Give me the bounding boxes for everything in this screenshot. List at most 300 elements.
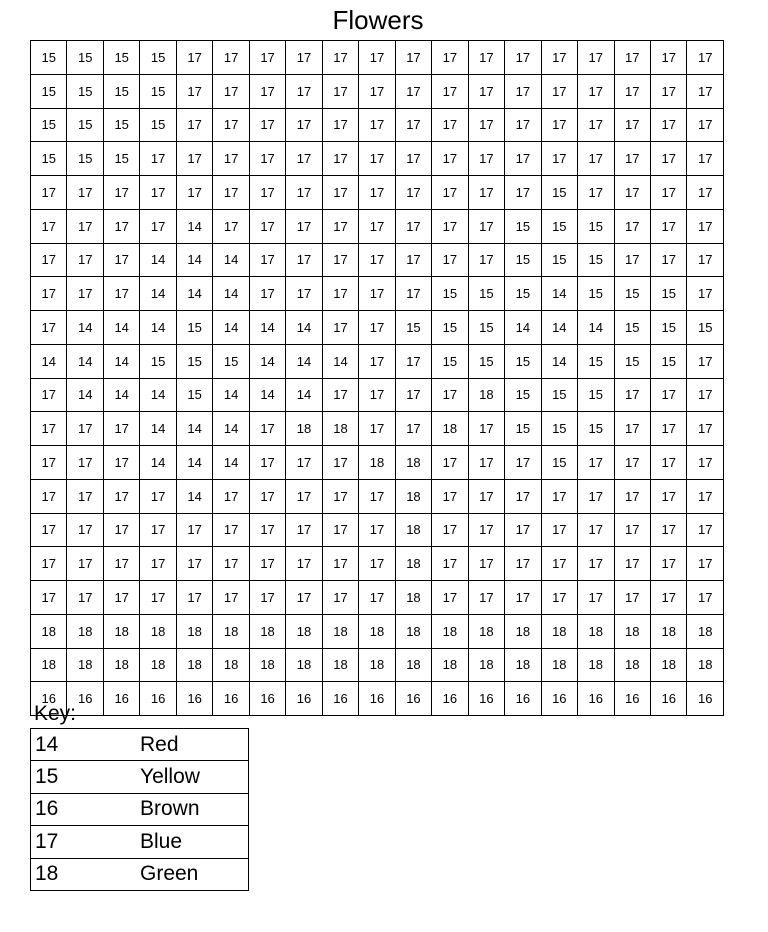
grid-cell: 17 <box>286 108 322 142</box>
grid-cell: 17 <box>468 108 504 142</box>
grid-cell: 17 <box>249 142 285 176</box>
grid-cell: 17 <box>67 412 103 446</box>
grid-cell: 17 <box>286 209 322 243</box>
grid-cell: 15 <box>578 209 614 243</box>
grid-cell: 18 <box>67 648 103 682</box>
grid-cell: 14 <box>249 378 285 412</box>
grid-cell: 17 <box>103 277 139 311</box>
grid-cell: 16 <box>614 682 650 716</box>
grid-cell: 17 <box>176 41 212 75</box>
grid-cell: 17 <box>614 446 650 480</box>
grid-cell: 17 <box>31 209 67 243</box>
grid-cell: 18 <box>505 648 541 682</box>
grid-cell: 17 <box>614 243 650 277</box>
grid-cell: 17 <box>687 176 724 210</box>
grid-cell: 14 <box>213 311 249 345</box>
grid-cell: 18 <box>140 614 176 648</box>
grid-cell: 17 <box>541 479 577 513</box>
grid-cell: 17 <box>140 547 176 581</box>
grid-cell: 16 <box>432 682 468 716</box>
grid-cell: 14 <box>249 344 285 378</box>
grid-cell: 17 <box>687 41 724 75</box>
page-title: Flowers <box>332 5 424 35</box>
grid-cell: 17 <box>67 581 103 615</box>
grid-cell: 17 <box>650 412 686 446</box>
grid-cell: 15 <box>103 74 139 108</box>
grid-cell: 18 <box>359 446 395 480</box>
grid-cell: 17 <box>286 176 322 210</box>
grid-cell: 18 <box>286 648 322 682</box>
grid-cell: 17 <box>578 547 614 581</box>
key-color-name: Brown <box>140 793 249 825</box>
grid-cell: 17 <box>176 581 212 615</box>
grid-cell: 14 <box>176 446 212 480</box>
grid-cell: 17 <box>687 547 724 581</box>
grid-cell: 14 <box>140 277 176 311</box>
grid-cell: 16 <box>359 682 395 716</box>
grid-cell: 17 <box>213 176 249 210</box>
grid-cell: 17 <box>687 412 724 446</box>
grid-cell: 15 <box>578 378 614 412</box>
grid-cell: 15 <box>468 277 504 311</box>
grid-cell: 17 <box>505 513 541 547</box>
grid-row <box>31 41 724 75</box>
grid-cell: 18 <box>687 648 724 682</box>
key-number: 14 <box>31 729 141 761</box>
grid-cell: 18 <box>541 614 577 648</box>
grid-cell: 17 <box>468 412 504 446</box>
grid-cell: 14 <box>176 412 212 446</box>
grid-cell: 17 <box>614 581 650 615</box>
grid-cell: 14 <box>213 412 249 446</box>
grid-cell: 17 <box>541 547 577 581</box>
grid-cell: 16 <box>286 682 322 716</box>
grid-cell: 15 <box>31 41 67 75</box>
grid-cell: 18 <box>468 648 504 682</box>
grid-cell: 17 <box>578 581 614 615</box>
grid-cell: 14 <box>176 277 212 311</box>
grid-cell: 17 <box>249 74 285 108</box>
grid-cell: 14 <box>103 378 139 412</box>
grid-row <box>31 142 724 176</box>
grid-cell: 14 <box>286 344 322 378</box>
grid-cell: 16 <box>505 682 541 716</box>
grid-cell: 17 <box>67 277 103 311</box>
grid-cell: 14 <box>140 378 176 412</box>
grid-cell: 17 <box>432 479 468 513</box>
grid-cell: 17 <box>249 176 285 210</box>
grid-cell: 18 <box>249 648 285 682</box>
grid-cell: 15 <box>31 142 67 176</box>
grid-cell: 17 <box>322 581 358 615</box>
grid-cell: 17 <box>650 142 686 176</box>
grid-cell: 17 <box>213 41 249 75</box>
grid-cell: 16 <box>67 682 103 716</box>
grid-cell: 17 <box>395 74 431 108</box>
grid-cell: 17 <box>614 412 650 446</box>
grid-cell: 17 <box>432 209 468 243</box>
grid-cell: 17 <box>322 311 358 345</box>
grid-cell: 15 <box>541 209 577 243</box>
grid-cell: 15 <box>505 243 541 277</box>
grid-cell: 17 <box>650 547 686 581</box>
grid-cell: 17 <box>249 209 285 243</box>
grid-cell: 15 <box>614 311 650 345</box>
grid-cell: 17 <box>322 446 358 480</box>
grid-cell: 15 <box>67 74 103 108</box>
grid-cell: 16 <box>541 682 577 716</box>
grid-cell: 17 <box>505 446 541 480</box>
grid-cell: 18 <box>468 378 504 412</box>
grid-cell: 17 <box>322 142 358 176</box>
grid-cell: 18 <box>213 648 249 682</box>
grid-cell: 17 <box>614 209 650 243</box>
grid-cell: 17 <box>650 378 686 412</box>
grid-cell: 17 <box>213 74 249 108</box>
key-number: 15 <box>31 761 141 793</box>
grid-cell: 18 <box>505 614 541 648</box>
grid-row <box>31 277 724 311</box>
grid-cell: 17 <box>578 74 614 108</box>
grid-cell: 17 <box>359 344 395 378</box>
grid-cell: 16 <box>687 682 724 716</box>
grid-cell: 17 <box>468 142 504 176</box>
grid-cell: 17 <box>359 41 395 75</box>
grid-cell: 17 <box>468 581 504 615</box>
grid-cell: 14 <box>176 209 212 243</box>
key-color-name: Green <box>140 858 249 890</box>
grid-cell: 17 <box>359 513 395 547</box>
grid-cell: 15 <box>578 344 614 378</box>
grid-cell: 17 <box>359 142 395 176</box>
grid-cell: 17 <box>103 479 139 513</box>
grid-cell: 17 <box>140 513 176 547</box>
grid-cell: 18 <box>650 614 686 648</box>
grid-cell: 15 <box>103 108 139 142</box>
grid-cell: 14 <box>505 311 541 345</box>
grid-cell: 18 <box>395 648 431 682</box>
grid-cell: 14 <box>286 378 322 412</box>
grid-cell: 17 <box>468 41 504 75</box>
grid-cell: 18 <box>395 581 431 615</box>
grid-cell: 17 <box>176 176 212 210</box>
grid-cell: 17 <box>395 378 431 412</box>
grid-cell: 17 <box>650 176 686 210</box>
grid-cell: 17 <box>322 479 358 513</box>
grid-cell: 17 <box>359 378 395 412</box>
grid-cell: 18 <box>432 412 468 446</box>
grid-cell: 15 <box>541 378 577 412</box>
grid-cell: 14 <box>140 412 176 446</box>
grid-cell: 15 <box>432 277 468 311</box>
grid-cell: 17 <box>650 41 686 75</box>
grid-cell: 18 <box>31 614 67 648</box>
grid-cell: 15 <box>505 209 541 243</box>
grid-cell: 17 <box>213 142 249 176</box>
grid-cell: 15 <box>395 311 431 345</box>
grid-cell: 14 <box>213 277 249 311</box>
grid-cell: 17 <box>67 209 103 243</box>
grid-cell: 18 <box>140 648 176 682</box>
grid-cell: 18 <box>286 614 322 648</box>
grid-cell: 15 <box>541 412 577 446</box>
grid-cell: 17 <box>432 446 468 480</box>
grid-cell: 17 <box>213 108 249 142</box>
grid-cell: 17 <box>67 243 103 277</box>
grid-cell: 14 <box>176 479 212 513</box>
grid-cell: 14 <box>541 311 577 345</box>
grid-cell: 17 <box>578 176 614 210</box>
grid-cell: 17 <box>359 209 395 243</box>
grid-cell: 16 <box>322 682 358 716</box>
grid-cell: 17 <box>505 176 541 210</box>
grid-cell: 17 <box>468 74 504 108</box>
grid-row <box>31 344 724 378</box>
grid-cell: 15 <box>67 41 103 75</box>
grid-cell: 17 <box>505 581 541 615</box>
grid-cell: 17 <box>103 547 139 581</box>
grid-cell: 17 <box>468 243 504 277</box>
grid-cell: 15 <box>614 277 650 311</box>
grid-cell: 17 <box>359 108 395 142</box>
grid-cell: 17 <box>249 108 285 142</box>
grid-cell: 17 <box>687 581 724 615</box>
grid-cell: 17 <box>322 277 358 311</box>
grid-cell: 17 <box>249 243 285 277</box>
grid-cell: 17 <box>650 446 686 480</box>
grid-cell: 17 <box>505 41 541 75</box>
key-row <box>31 761 249 793</box>
grid-cell: 15 <box>176 311 212 345</box>
grid-cell: 17 <box>468 547 504 581</box>
grid-cell: 17 <box>31 176 67 210</box>
grid-cell: 18 <box>614 648 650 682</box>
key-color-name: Blue <box>140 826 249 858</box>
grid-cell: 14 <box>176 243 212 277</box>
grid-cell: 15 <box>505 378 541 412</box>
grid-cell: 14 <box>578 311 614 345</box>
grid-cell: 17 <box>614 547 650 581</box>
grid-cell: 17 <box>432 41 468 75</box>
grid-cell: 17 <box>687 243 724 277</box>
grid-cell: 18 <box>359 614 395 648</box>
grid-cell: 17 <box>176 108 212 142</box>
grid-cell: 17 <box>67 446 103 480</box>
grid-cell: 17 <box>687 209 724 243</box>
grid-cell: 15 <box>31 74 67 108</box>
grid-cell: 18 <box>432 614 468 648</box>
grid-cell: 15 <box>541 243 577 277</box>
grid-cell: 17 <box>687 277 724 311</box>
grid-cell: 15 <box>578 277 614 311</box>
grid-cell: 18 <box>614 614 650 648</box>
grid-cell: 18 <box>650 648 686 682</box>
grid-cell: 15 <box>140 344 176 378</box>
grid-cell: 15 <box>432 311 468 345</box>
grid-cell: 17 <box>286 479 322 513</box>
grid-cell: 17 <box>67 513 103 547</box>
grid-cell: 15 <box>103 142 139 176</box>
grid-cell: 17 <box>541 513 577 547</box>
grid-cell: 16 <box>176 682 212 716</box>
grid-row <box>31 378 724 412</box>
grid-cell: 17 <box>322 108 358 142</box>
grid-cell: 18 <box>468 614 504 648</box>
grid-cell: 14 <box>31 344 67 378</box>
grid-cell: 17 <box>541 142 577 176</box>
grid-cell: 17 <box>650 243 686 277</box>
grid-cell: 17 <box>31 243 67 277</box>
grid-cell: 15 <box>650 344 686 378</box>
grid-cell: 17 <box>650 108 686 142</box>
key-row <box>31 793 249 825</box>
grid-cell: 17 <box>322 176 358 210</box>
grid-cell: 17 <box>614 378 650 412</box>
grid-cell: 17 <box>322 513 358 547</box>
grid-cell: 15 <box>468 344 504 378</box>
grid-cell: 17 <box>322 209 358 243</box>
grid-cell: 17 <box>578 41 614 75</box>
grid-cell: 14 <box>140 446 176 480</box>
grid-cell: 17 <box>432 513 468 547</box>
grid-cell: 17 <box>103 243 139 277</box>
grid-cell: 17 <box>614 41 650 75</box>
grid-cell: 17 <box>213 547 249 581</box>
grid-cell: 17 <box>103 209 139 243</box>
grid-row <box>31 412 724 446</box>
grid-cell: 17 <box>31 513 67 547</box>
grid-cell: 17 <box>359 74 395 108</box>
grid-row <box>31 581 724 615</box>
grid-cell: 17 <box>103 581 139 615</box>
grid-cell: 17 <box>687 378 724 412</box>
grid-cell: 17 <box>322 41 358 75</box>
grid-cell: 17 <box>359 547 395 581</box>
grid-cell: 15 <box>505 412 541 446</box>
grid-cell: 17 <box>67 176 103 210</box>
grid-cell: 17 <box>249 581 285 615</box>
grid-cell: 17 <box>614 142 650 176</box>
grid-cell: 17 <box>614 74 650 108</box>
grid-cell: 17 <box>505 547 541 581</box>
grid-cell: 15 <box>578 243 614 277</box>
grid-cell: 17 <box>578 108 614 142</box>
grid-cell: 17 <box>31 311 67 345</box>
grid-cell: 17 <box>286 41 322 75</box>
grid-cell: 17 <box>140 209 176 243</box>
grid-cell: 17 <box>322 378 358 412</box>
grid-cell: 17 <box>432 176 468 210</box>
grid-cell: 17 <box>31 479 67 513</box>
color-by-number-grid <box>30 40 724 716</box>
grid-row <box>31 243 724 277</box>
grid-row <box>31 311 724 345</box>
grid-cell: 17 <box>249 446 285 480</box>
grid-cell: 15 <box>505 277 541 311</box>
grid-cell: 17 <box>359 243 395 277</box>
grid-cell: 14 <box>213 446 249 480</box>
grid-cell: 18 <box>213 614 249 648</box>
grid-cell: 16 <box>578 682 614 716</box>
grid-cell: 17 <box>395 412 431 446</box>
grid-cell: 17 <box>176 74 212 108</box>
grid-row <box>31 547 724 581</box>
grid-cell: 17 <box>505 108 541 142</box>
grid-cell: 17 <box>541 581 577 615</box>
grid-cell: 17 <box>359 412 395 446</box>
grid-cell: 17 <box>67 547 103 581</box>
grid-cell: 14 <box>103 344 139 378</box>
grid-cell: 15 <box>140 108 176 142</box>
grid-row <box>31 108 724 142</box>
grid-cell: 17 <box>505 142 541 176</box>
grid-cell: 18 <box>395 547 431 581</box>
grid-cell: 17 <box>213 209 249 243</box>
grid-cell: 17 <box>650 479 686 513</box>
grid-cell: 18 <box>687 614 724 648</box>
grid-cell: 17 <box>650 513 686 547</box>
grid-cell: 17 <box>578 142 614 176</box>
grid-cell: 17 <box>249 412 285 446</box>
grid-cell: 17 <box>687 74 724 108</box>
grid-cell: 15 <box>650 311 686 345</box>
grid-cell: 17 <box>359 311 395 345</box>
grid-cell: 14 <box>140 311 176 345</box>
grid-cell: 17 <box>614 176 650 210</box>
key-number: 17 <box>31 826 141 858</box>
grid-cell: 16 <box>103 682 139 716</box>
grid-cell: 17 <box>687 108 724 142</box>
grid-cell: 17 <box>286 547 322 581</box>
grid-cell: 17 <box>249 547 285 581</box>
grid-cell: 17 <box>395 176 431 210</box>
grid-cell: 18 <box>578 614 614 648</box>
grid-cell: 17 <box>213 513 249 547</box>
grid-cell: 18 <box>176 614 212 648</box>
grid-cell: 17 <box>213 581 249 615</box>
grid-cell: 17 <box>213 479 249 513</box>
grid-cell: 17 <box>650 74 686 108</box>
grid-cell: 18 <box>432 648 468 682</box>
grid-cell: 17 <box>578 513 614 547</box>
grid-cell: 17 <box>395 243 431 277</box>
grid-cell: 18 <box>249 614 285 648</box>
grid-cell: 17 <box>687 446 724 480</box>
grid-row <box>31 682 724 716</box>
grid-cell: 16 <box>468 682 504 716</box>
grid-cell: 17 <box>249 41 285 75</box>
grid-cell: 17 <box>395 41 431 75</box>
key-row <box>31 729 249 761</box>
grid-row <box>31 614 724 648</box>
grid-cell: 14 <box>67 311 103 345</box>
grid-cell: 17 <box>359 277 395 311</box>
grid-cell: 14 <box>67 344 103 378</box>
grid-cell: 17 <box>432 243 468 277</box>
grid-cell: 16 <box>140 682 176 716</box>
grid-cell: 15 <box>103 41 139 75</box>
grid-row <box>31 446 724 480</box>
grid-cell: 18 <box>359 648 395 682</box>
grid-cell: 14 <box>213 243 249 277</box>
grid-cell: 17 <box>176 513 212 547</box>
grid-cell: 17 <box>31 378 67 412</box>
grid-cell: 14 <box>213 378 249 412</box>
grid-cell: 17 <box>505 479 541 513</box>
grid-cell: 14 <box>67 378 103 412</box>
key-number: 16 <box>31 793 141 825</box>
key-row <box>31 826 249 858</box>
